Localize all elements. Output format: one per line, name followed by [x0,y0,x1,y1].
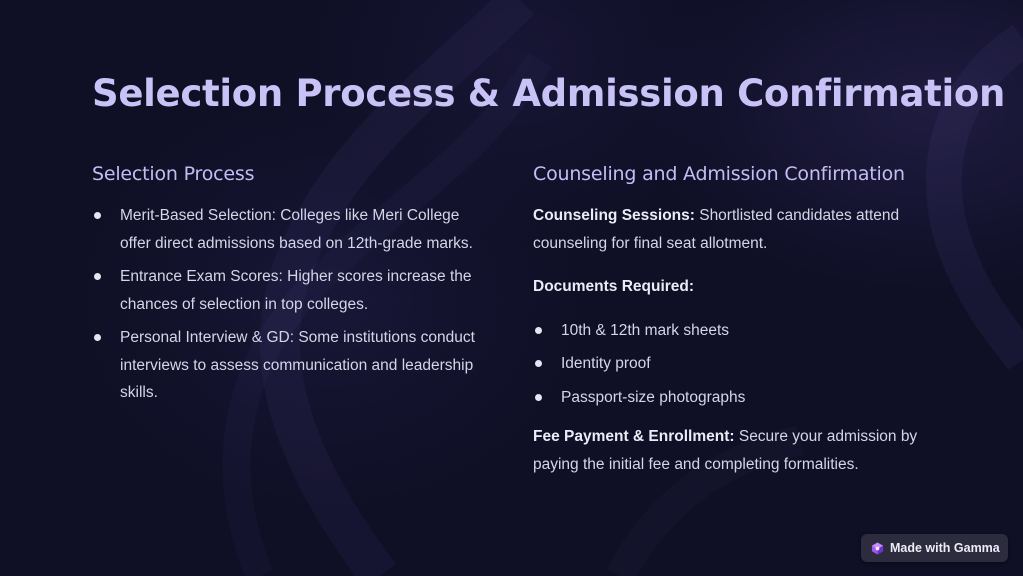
list-item-text: Merit-Based Selection: Colleges like Meri College offer direct admissions based on 12th-grade marks. [120,207,473,252]
bullet-dot-icon [94,273,101,280]
list-item [533,317,933,345]
list-item-text: Personal Interview & GD: Some institutions conduct interviews to assess communication and leadership skills. [120,329,475,401]
list-item [92,263,492,318]
page-title: Selection Process & Admission Confirmation [92,72,1006,115]
documents-required-paragraph [533,273,933,301]
selection-process-list [92,202,492,407]
bullet-dot-icon [535,394,542,401]
list-item [92,324,492,407]
made-with-gamma-badge[interactable] [861,534,1008,562]
fee-payment-text: Secure your admission by paying the initial fee and completing formalities. [533,428,918,473]
documents-required-label: Documents Required: [533,278,695,295]
documents-list [533,317,933,412]
list-item [533,384,933,412]
list-item-text: Identity proof [561,355,651,372]
list-item [533,350,933,378]
bullet-dot-icon [94,334,101,341]
list-item-text: Passport-size photographs [561,388,746,406]
bullet-dot-icon [94,212,101,219]
bullet-dot-icon [535,360,542,367]
list-item-text: Entrance Exam Scores: Higher scores increase the chances of selection in top colleges. [120,268,472,313]
list-item [92,202,492,257]
counseling-sessions-label: Counseling Sessions: [533,207,695,224]
counseling-sessions-text: Shortlisted candidates attend counseling for final seat allotment. [533,207,900,252]
counseling-heading: Counseling and Admission Confirmation [533,163,905,185]
fee-payment-paragraph [533,423,933,478]
badge-label: Made with Gamma [890,541,1000,555]
selection-process-heading: Selection Process [92,163,255,185]
bullet-dot-icon [535,327,542,334]
counseling-column [533,163,933,494]
gamma-logo-icon [871,542,884,555]
fee-payment-label: Fee Payment & Enrollment: [533,428,735,445]
counseling-sessions-paragraph [533,202,933,257]
list-item-text: 10th & 12th mark sheets [561,321,730,339]
selection-process-column [92,163,492,413]
